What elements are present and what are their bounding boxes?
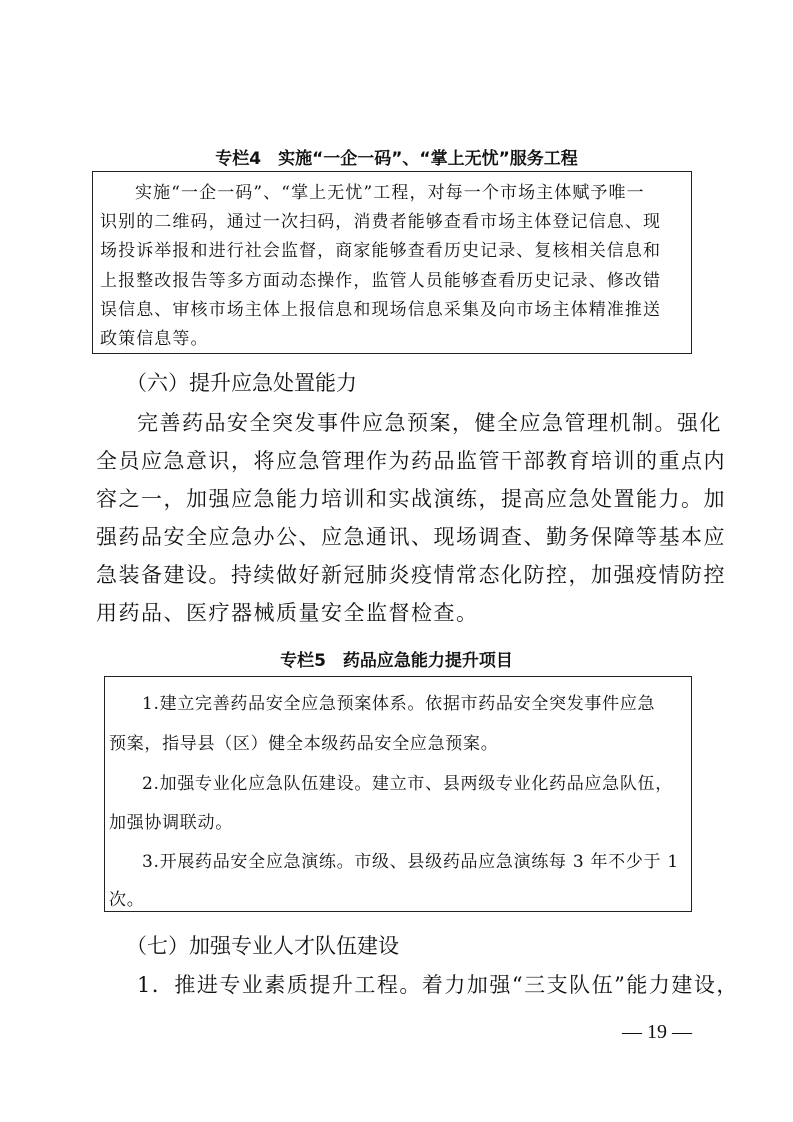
section6-line: 全员应急意识，将应急管理作为药品监管干部教育培训的重点内 [96,449,726,473]
section7-heading: （七）加强专业人才队伍建设 [126,934,399,958]
box4-line: 上报整改报告等多方面动态操作，监管人员能够查看历史记录、修改错 [100,271,662,291]
box4-line: 识别的二维码，通过一次扫码，消费者能够查看市场主体登记信息、现 [100,212,662,232]
page-number: — 19 — [622,1021,692,1043]
box5-line: 次。 [109,890,145,910]
box4-line: 政策信息等。 [100,329,209,349]
box4-line: 实施“一企一码”、“掌上无忧”工程，对每一个市场主体赋予唯一 [135,183,645,203]
box5-title: 专栏5 药品应急能力提升项目 [280,651,513,671]
section6-line: 强药品安全应急办公、应急通讯、现场调查、勤务保障等基本应 [96,525,726,549]
section6-line: 完善药品安全突发事件应急预案，健全应急管理机制。强化 [137,411,722,435]
section6-line: 容之一，加强应急能力培训和实战演练，提高应急处置能力。加 [96,487,726,511]
box5-line: 加强协调联动。 [109,813,233,833]
box5-line: 2.加强专业化应急队伍建设。建立市、县两级专业化药品应急队伍， [142,774,673,794]
box5-panel [104,676,692,912]
box4-title: 专栏4 实施“一企一码”、“掌上无忧”服务工程 [215,149,578,169]
box5-line: 预案，指导县（区）健全本级药品安全应急预案。 [109,734,499,754]
box4-line: 误信息、审核市场主体上报信息和现场信息采集及向市场主体精准推送 [100,300,662,320]
box4-line: 场投诉举报和进行社会监督，商家能够查看历史记录、复核相关信息和 [100,241,662,261]
section6-heading: （六）提升应急处置能力 [126,371,357,395]
box5-line: 3.开展药品安全应急演练。市级、县级药品应急演练每 3 年不少于 1 [142,852,679,872]
section6-line: 用药品、医疗器械质量安全监督检查。 [96,601,479,625]
section6-line: 急装备建设。持续做好新冠肺炎疫情常态化防控，加强疫情防控 [96,563,726,587]
box4-panel [92,171,692,354]
box5-line: 1.建立完善药品安全应急预案体系。依据市药品安全突发事件应急 [142,694,656,714]
section7-line: 1．推进专业素质提升工程。着力加强“三支队伍”能力建设， [137,973,739,997]
